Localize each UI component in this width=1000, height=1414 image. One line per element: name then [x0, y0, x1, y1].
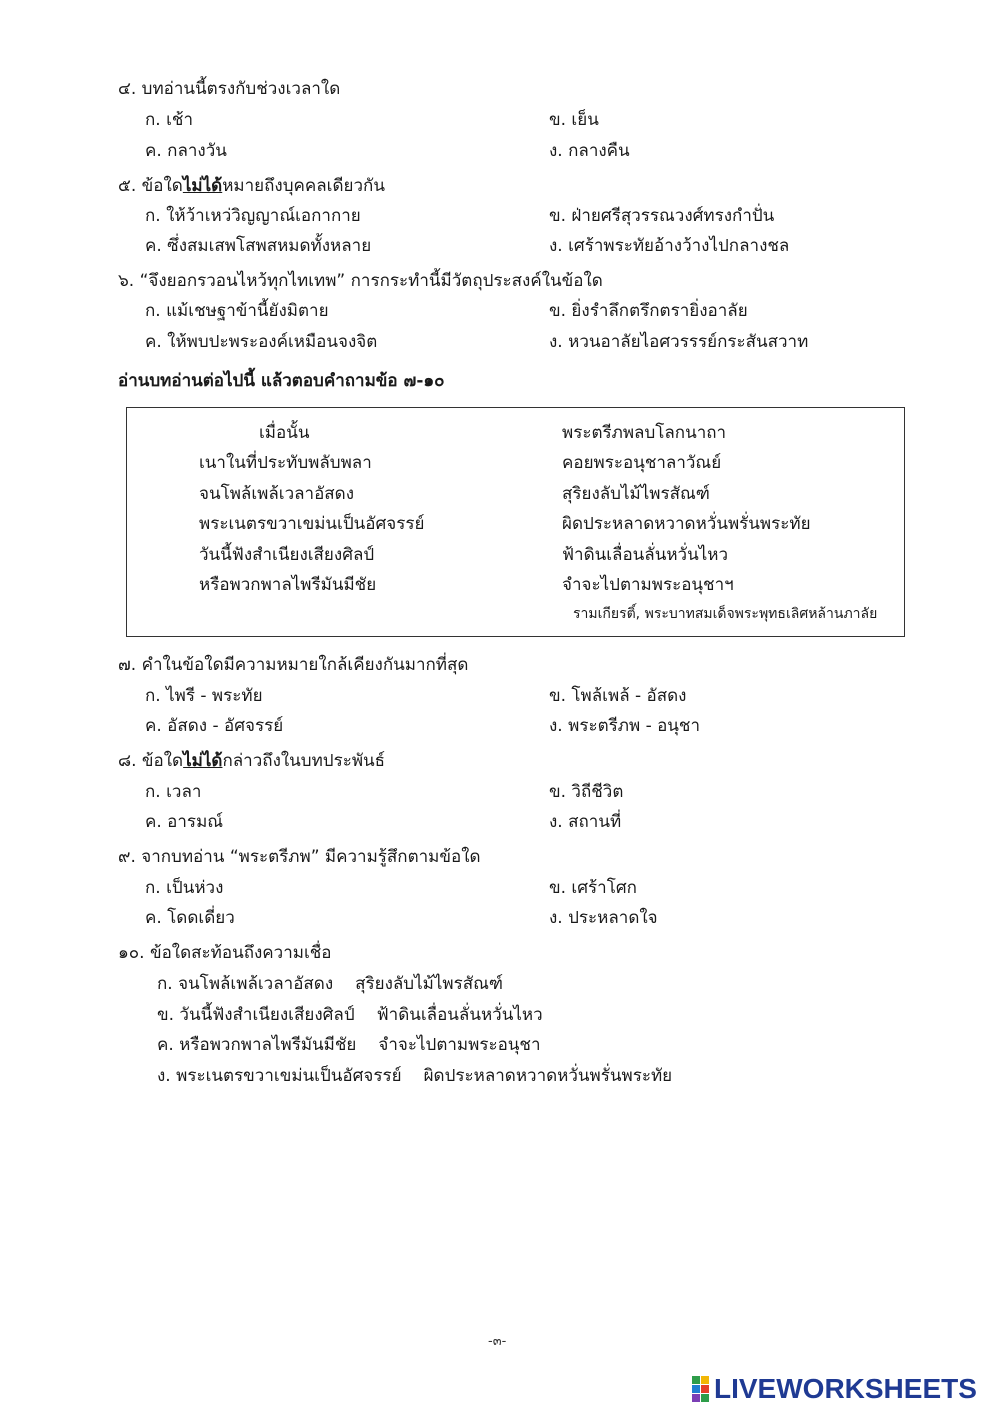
question-10-stem: ๑๐. ข้อใดสะท้อนถึงความเชื่อ [118, 943, 332, 963]
question-9-option-d[interactable]: ง. ประหลาดใจ [549, 908, 658, 928]
question-6-option-a[interactable]: ก. แม้เชษฐาข้านี้ยังมิตาย [145, 301, 329, 321]
poem-left-line-2: เนาในที่ประทับพลับพลา [199, 453, 372, 473]
question-10-option-b-text: ฟ้าดินเลื่อนลั่นหวั่นไหว [376, 1005, 543, 1025]
question-4-stem: ๔. บทอ่านนี้ตรงกับช่วงเวลาใด [118, 79, 341, 99]
question-5-option-d[interactable]: ง. เศร้าพระทัยอ้างว้างไปกลางชล [549, 236, 790, 256]
question-5-option-a[interactable]: ก. ให้ว้าเหว่วิญญาณ์เอกากาย [145, 206, 361, 226]
question-5-option-c[interactable]: ค. ซึ่งสมเสพโสพสหมดทั้งหลาย [145, 236, 372, 256]
question-5-stem-pre: ๕. ข้อใด [118, 176, 183, 196]
question-4-option-c[interactable]: ค. กลางวัน [145, 141, 227, 161]
poem-right-line-2: คอยพระอนุชาลาวัณย์ [562, 453, 722, 473]
poem-right-line-4: ผิดประหลาดหวาดหวั่นพรั่นพระทัย [562, 514, 811, 534]
question-10-option-d[interactable] [157, 1065, 672, 1087]
question-8-stem-emphasis: ไม่ได้ [183, 751, 223, 771]
question-6-stem: ๖. “จึงยอกรวอนไหว้ทุกไทเทพ” การกระทำนี้มีวัตถุประสงค์ในข้อใด [118, 271, 603, 291]
question-7-option-d[interactable]: ง. พระตรีภพ - อนุชา [549, 716, 701, 736]
poem-right-line-3: สุริยงลับไม้ไพรสัณฑ์ [562, 484, 710, 504]
question-8-option-b[interactable]: ข. วิถีชีวิต [549, 782, 624, 802]
question-10-option-d-text: ผิดประหลาดหวาดหวั่นพรั่นพระทัย [423, 1066, 673, 1086]
poem-right-line-6: จำจะไปตามพระอนุชาฯ [562, 575, 734, 595]
question-7-option-a[interactable]: ก. ไพรี - พระทัย [145, 686, 263, 706]
question-10-option-a[interactable] [157, 973, 503, 995]
poem-left-line-6: หรือพวกพาลไพรีมันมีชัย [199, 575, 377, 595]
liveworksheets-logo[interactable] [692, 1374, 977, 1404]
question-4-option-a[interactable]: ก. เช้า [145, 110, 193, 130]
poem-left-line-5: วันนี้ฟังสำเนียงเสียงศิลป์ [199, 545, 375, 565]
page-number: -๓- [488, 1334, 507, 1349]
question-7-option-c[interactable]: ค. อัสดง - อัศจรรย์ [145, 716, 284, 736]
poem-credit: รามเกียรติ์, พระบาทสมเด็จพระพุทธเลิศหล้านภาลัย [573, 606, 878, 622]
question-10-option-c-label: ค. หรือพวกพาลไพรีมันมีชัย [157, 1035, 357, 1055]
question-10-option-d-label: ง. พระเนตรขวาเขม่นเป็นอัศจรรย์ [157, 1066, 402, 1086]
brand-name: LIVEWORKSHEETS [714, 1373, 977, 1404]
question-4-option-b[interactable]: ข. เย็น [549, 110, 599, 130]
question-6-option-d[interactable]: ง. หวนอาลัยไอศวรรรย์กระสันสวาท [549, 332, 809, 352]
question-4-option-d[interactable]: ง. กลางคืน [549, 141, 630, 161]
question-8-stem-pre: ๘. ข้อใด [118, 751, 184, 771]
question-9-option-b[interactable]: ข. เศร้าโศก [549, 878, 637, 898]
question-5-option-b[interactable]: ข. ฝ่ายศรีสุวรรณวงศ์ทรงกำปั่น [549, 206, 775, 226]
question-8-stem [118, 750, 385, 772]
reading-instruction: อ่านบทอ่านต่อไปนี้ แล้วตอบคำถามข้อ ๗-๑๐ [118, 371, 445, 391]
question-10-option-c[interactable] [157, 1034, 541, 1056]
question-10-option-a-label: ก. จนโพล้เพล้เวลาอัสดง [157, 974, 334, 994]
poem-right-line-1: พระตรีภพลบโลกนาถา [562, 423, 727, 443]
question-6-option-c[interactable]: ค. ให้พบปะพระองค์เหมือนจงจิต [145, 332, 378, 352]
question-5-stem-post: หมายถึงบุคคลเดียวกัน [222, 176, 385, 196]
question-7-stem: ๗. คำในข้อใดมีความหมายใกล้เคียงกันมากที่สุด [118, 655, 469, 675]
poem-right-line-5: ฟ้าดินเลื่อนลั่นหวั่นไหว [562, 545, 729, 565]
question-9-option-c[interactable]: ค. โดดเดี่ยว [145, 908, 235, 928]
question-10-option-a-text: สุริยงลับไม้ไพรสัณฑ์ [355, 974, 504, 994]
question-10-option-b[interactable] [157, 1004, 543, 1026]
question-5-stem-emphasis: ไม่ได้ [182, 176, 223, 196]
poem-left-line-1: เมื่อนั้น [259, 423, 310, 443]
question-8-option-d[interactable]: ง. สถานที่ [549, 812, 622, 832]
poem-left-line-4: พระเนตรขวาเขม่นเป็นอัศจรรย์ [199, 514, 425, 534]
question-8-stem-post: กล่าวถึงในบทประพันธ์ [222, 751, 386, 771]
question-9-option-a[interactable]: ก. เป็นห่วง [145, 878, 224, 898]
question-5-stem [118, 175, 385, 197]
question-8-option-a[interactable]: ก. เวลา [145, 782, 202, 802]
poem-left-line-3: จนโพล้เพล้เวลาอัสดง [199, 484, 355, 504]
question-8-option-c[interactable]: ค. อารมณ์ [145, 812, 224, 832]
liveworksheets-logo-icon [692, 1376, 709, 1402]
question-7-option-b[interactable]: ข. โพล้เพล้ - อัสดง [549, 686, 687, 706]
question-10-option-c-text: จำจะไปตามพระอนุชา [378, 1035, 541, 1055]
question-10-option-b-label: ข. วันนี้ฟังสำเนียงเสียงศิลป์ [157, 1005, 355, 1025]
question-9-stem: ๙. จากบทอ่าน “พระตรีภพ” มีความรู้สึกตามข้อใด [118, 847, 481, 867]
question-6-option-b[interactable]: ข. ยิ่งรำลึกตรึกตรายิ่งอาลัย [549, 301, 748, 321]
